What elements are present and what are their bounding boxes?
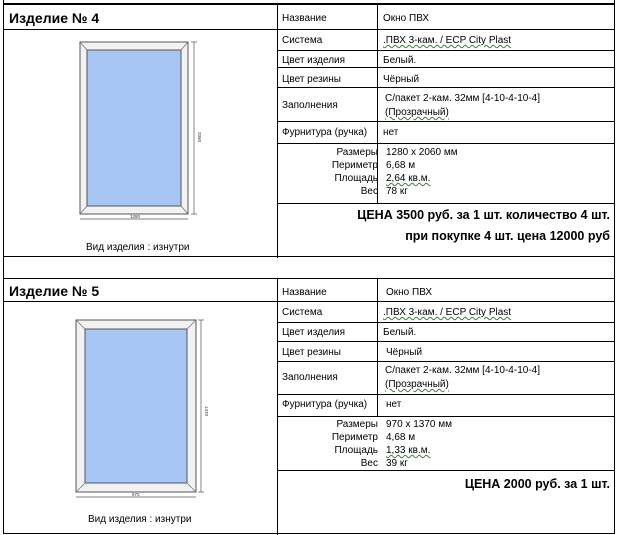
value-frame-color: Белый. [383,55,417,66]
param-value-area: 2,64 кв.м. [386,173,431,184]
label-seal-color: Цвет резины [282,347,341,358]
label-frame-color: Цвет изделия [282,327,346,338]
value-filling [385,364,540,392]
value-filling-line2: (Прозрачный) [385,379,449,390]
label-hardware: Фурнитура (ручка) [282,399,368,410]
value-filling [385,92,540,120]
value-name: Окно ПВХ [383,13,430,24]
view-caption: Вид изделия : изнутри [88,514,192,525]
value-name: Окно ПВХ [386,287,433,298]
value-hardware: нет [386,399,402,410]
window-drawing [70,38,210,224]
price-line-2: при покупке 4 шт. цена 12000 руб [405,229,610,243]
height-dimension: 2060 [197,132,202,143]
value-filling-line2: (Прозрачный) [385,107,449,118]
param-value-area: 1,33 кв.м. [386,445,431,456]
label-filling: Заполнения [282,372,338,383]
height-dimension: 1370 [204,406,209,417]
glass-pane [85,329,187,483]
width-dimension: 970 [132,492,140,497]
item-title: Изделие № 4 [9,10,100,26]
view-caption: Вид изделия : изнутри [86,242,190,253]
label-name: Название [282,13,327,24]
label-system: Система [282,35,323,46]
param-label-size: Размеры [336,147,378,158]
label-filling: Заполнения [282,100,338,111]
item-title: Изделие № 5 [9,283,100,299]
label-frame-color: Цвет изделия [282,55,346,66]
value-filling-line1: С/пакет 2-кам. 32мм [4-10-4-10-4] [385,93,540,104]
param-label-area: Площадь [334,445,378,456]
value-system: .ПВХ 3-кам. / ECP City Plast [383,35,512,46]
param-value-size: 970 x 1370 мм [386,419,453,430]
value-system: .ПВХ 3-кам. / ECP City Plast [383,307,512,318]
glass-pane [87,50,181,206]
width-dimension: 1280 [130,214,141,219]
value-seal-color: Чёрный [386,347,423,358]
window-drawing [70,316,210,502]
label-system: Система [282,307,323,318]
value-filling-line1: С/пакет 2-кам. 32мм [4-10-4-10-4] [385,365,540,376]
param-value-weight: 78 кг [386,186,408,197]
label-seal-color: Цвет резины [282,74,341,85]
param-value-weight: 39 кг [386,458,408,469]
price-line-1: ЦЕНА 2000 руб. за 1 шт. [464,477,610,491]
param-value-perimeter: 4,68 м [386,432,416,443]
param-value-size: 1280 x 2060 мм [386,147,458,158]
value-hardware: нет [383,127,399,138]
label-name: Название [282,287,327,298]
param-label-area: Площадь [334,173,378,184]
param-value-perimeter: 6,68 м [386,160,416,171]
param-label-weight: Вес [360,186,378,197]
param-label-perimeter: Периметр [331,432,378,443]
param-label-perimeter: Периметр [331,160,378,171]
value-seal-color: Чёрный [383,74,420,85]
param-label-size: Размеры [336,419,378,430]
value-frame-color: Белый. [383,327,417,338]
spacer-row [3,257,615,279]
param-label-weight: Вес [360,458,378,469]
price-line-1: ЦЕНА 3500 руб. за 1 шт. количество 4 шт. [357,208,610,222]
label-hardware: Фурнитура (ручка) [282,127,368,138]
